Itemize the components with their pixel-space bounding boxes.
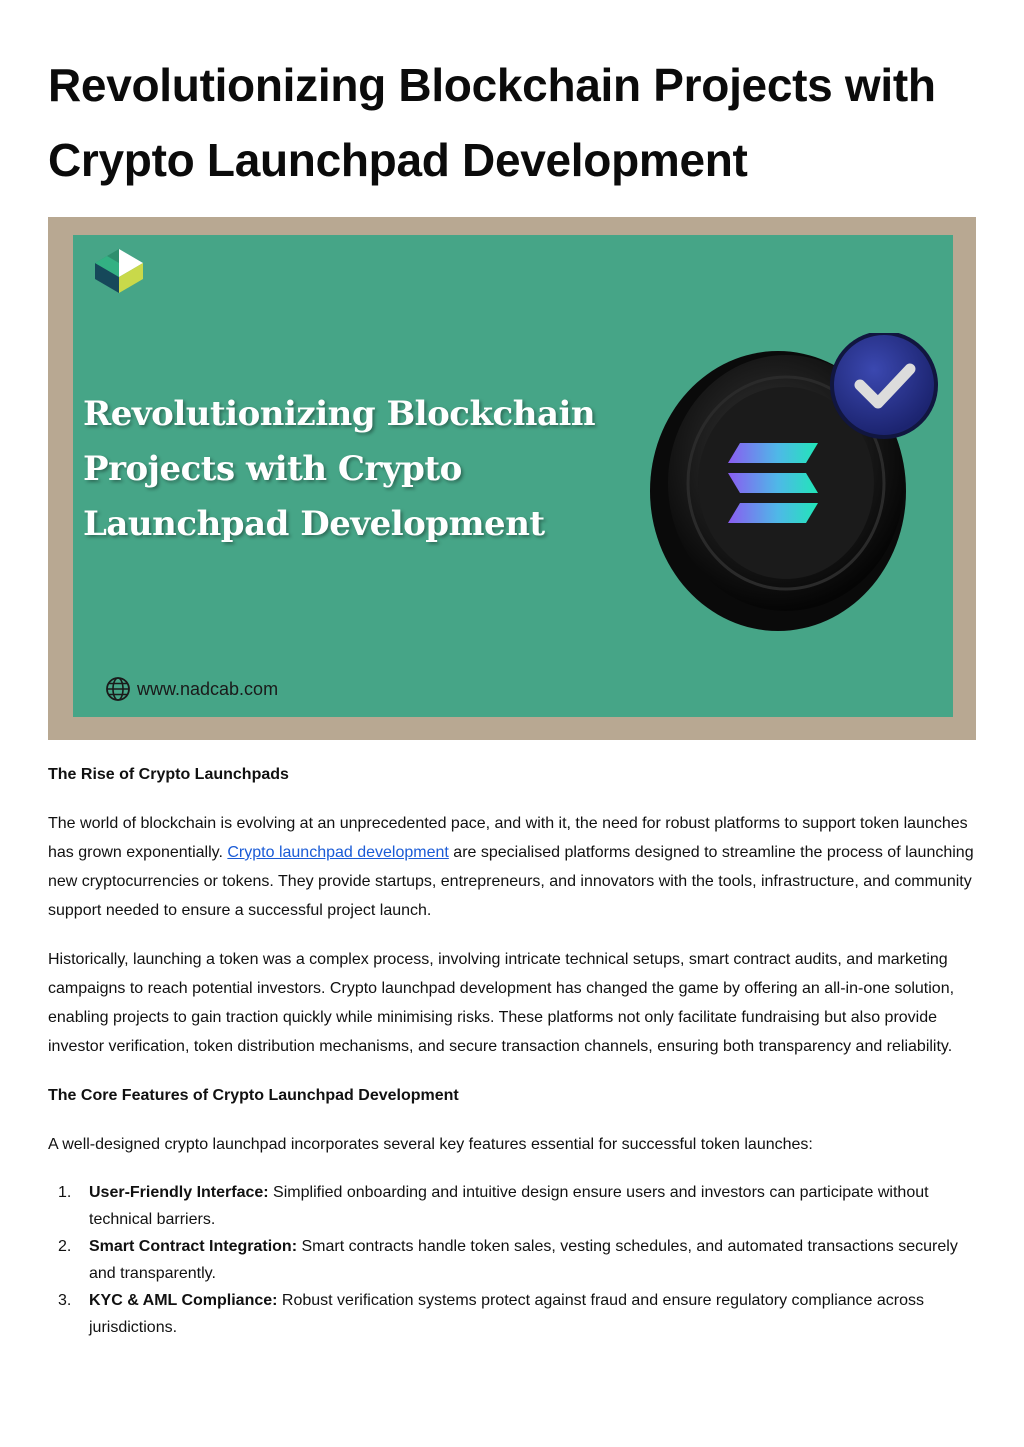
hero-url-text: www.nadcab.com <box>137 678 279 699</box>
list-item <box>48 1233 976 1287</box>
list-item-number: 1. <box>58 1184 72 1201</box>
solana-coin-icon <box>648 333 948 633</box>
features-list <box>48 1179 976 1341</box>
article-body <box>48 760 976 1341</box>
list-item <box>48 1287 976 1341</box>
list-item-text: Simplified onboarding and intuitive design ensure users and investors can participate without technical barriers. <box>89 1184 929 1228</box>
hero-headline-line: Projects with Crypto <box>83 449 462 489</box>
nadcab-logo-icon <box>91 247 147 295</box>
hero-headline-line: Revolutionizing Blockchain <box>83 394 596 434</box>
paragraph-features-intro: A well-designed crypto launchpad incorporates several key features essential for successful token launches: <box>48 1136 813 1153</box>
list-item-text: Robust verification systems protect against fraud and ensure regulatory compliance across jurisdictions. <box>89 1292 925 1336</box>
list-item <box>48 1179 976 1233</box>
page-title <box>48 0 976 198</box>
list-item-label: User-Friendly Interface: <box>89 1184 269 1201</box>
paragraph-intro <box>48 809 976 925</box>
list-item-label: Smart Contract Integration: <box>89 1238 298 1255</box>
section-heading-rise: The Rise of Crypto Launchpads <box>48 766 289 783</box>
hero-headline-line: Launchpad Development <box>83 504 545 544</box>
section-heading-core-features: The Core Features of Crypto Launchpad Development <box>48 1087 459 1104</box>
paragraph-text: The world of blockchain is evolving at an unprecedented pace, and with it, the need for robust platforms to support token launches has grown exponentially. <box>48 815 968 861</box>
paragraph-history: Historically, launching a token was a complex process, involving intricate technical setups, smart contract audits, and marketing campaigns to reach potential investors. Crypto launchpad development has changed the game by offering an all-in-one solution, enabling projects to gain traction quickly while minimising risks. These platforms not only facilitate fundraising but also provide investor verification, token distribution mechanisms, and secure transaction channels, ensuring both transparency and reliability. <box>48 951 955 1055</box>
document-page <box>48 0 976 198</box>
list-item-text: Smart contracts handle token sales, vesting schedules, and automated transactions securely and transparently. <box>89 1238 958 1282</box>
list-item-label: KYC & AML Compliance: <box>89 1292 278 1309</box>
paragraph-text: are specialised platforms designed to streamline the process of launching new cryptocurrencies or tokens. They provide startups, entrepreneurs, and innovators with the tools, infrastructure, and community support needed to ensure a successful project launch. <box>48 844 974 919</box>
page-title-line: Revolutionizing Blockchain Projects with <box>48 59 936 111</box>
list-item-number: 2. <box>58 1238 72 1255</box>
hero-banner <box>48 217 976 740</box>
hero-panel <box>73 235 953 717</box>
globe-icon <box>105 676 131 702</box>
hero-headline <box>83 387 603 552</box>
list-item-number: 3. <box>58 1292 72 1309</box>
page-title-line: Crypto Launchpad Development <box>48 134 748 186</box>
hero-website <box>105 676 278 702</box>
crypto-launchpad-link[interactable]: Crypto launchpad development <box>227 844 449 861</box>
